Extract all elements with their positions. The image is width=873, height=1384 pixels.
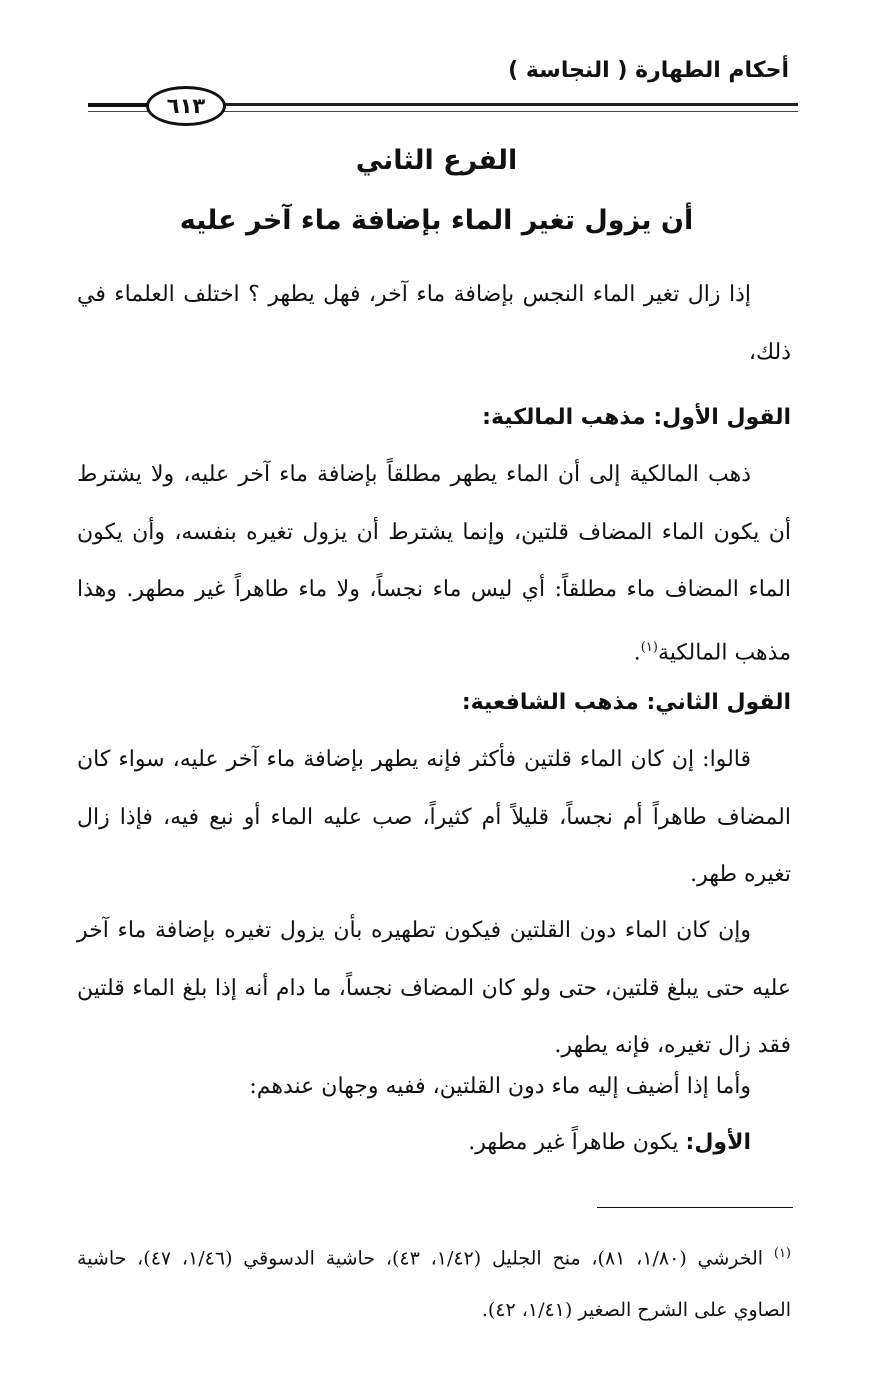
running-head: أحكام الطهارة ( النجاسة ) <box>508 58 789 83</box>
q2-paragraph-2: وإن كان الماء دون القلتين فيكون تطهيره بأن يزول تغيره بإضافة ماء آخر عليه حتى يبلغ قلتين، حتى ولو كان المضاف نجساً، ما دام أنه إذا بلغ الماء قلتين فقد زال تغيره، فإنه يطهر. <box>77 918 791 1058</box>
page-number: ٦١٣ <box>146 86 226 126</box>
q2-paragraph-1: قالوا: إن كان الماء قلتين فأكثر فإنه يطهر بإضافة ماء آخر عليه، سواء كان المضاف طاهراً أم نجساً، قليلاً أم كثيراً، صب عليه الماء أو نبع فيه، فإذا زال تغيره طهر. <box>77 747 791 887</box>
q1-end: . <box>633 639 641 665</box>
header-rule-left <box>88 103 150 107</box>
q1-text: ذهب المالكية إلى أن الماء يطهر مطلقاً بإضافة ماء آخر عليه، ولا يشترط أن يكون الماء المضاف قلتين، وإنما يشترط أن يزول تغيره بنفسه، وأن يكون الماء المضاف ماء مطلقاً: أي ليس ماء نجساً، ولا ماء طاهراً غير مطهر. وهذا مذهب المالكية <box>77 462 791 665</box>
intro-paragraph: إذا زال تغير الماء النجس بإضافة ماء آخر، فهل يطهر ؟ اختلف العلماء في ذلك، <box>77 282 791 365</box>
footnote-mark: (١) <box>773 1246 791 1261</box>
q1-heading: القول الأول: مذهب المالكية: <box>482 405 791 430</box>
q2-heading: القول الثاني: مذهب الشافعية: <box>461 690 791 715</box>
footnote-rule <box>597 1207 793 1208</box>
q1-paragraph <box>77 446 791 681</box>
header-rule-right <box>218 103 798 106</box>
footnote-text: الخرشي (١/٨٠، ٨١)، منح الجليل (١/٤٢، ٤٣)، حاشية الدسوقي (١/٤٦، ٤٧)، حاشية الصاوي على الشرح الصغير (١/٤١، ٤٢). <box>77 1247 791 1322</box>
first-label: الأول: <box>685 1130 751 1155</box>
q2-first-option <box>468 1130 751 1155</box>
footnote-ref: (١) <box>640 639 658 655</box>
footnote <box>77 1228 791 1336</box>
q2-paragraph-3: وأما إذا أضيف إليه ماء دون القلتين، ففيه وجهان عندهم: <box>249 1074 751 1099</box>
section-title: الفرع الثاني <box>355 145 518 176</box>
section-subtitle: أن يزول تغير الماء بإضافة ماء آخر عليه <box>179 205 694 236</box>
first-text: يكون طاهراً غير مطهر. <box>468 1130 686 1155</box>
